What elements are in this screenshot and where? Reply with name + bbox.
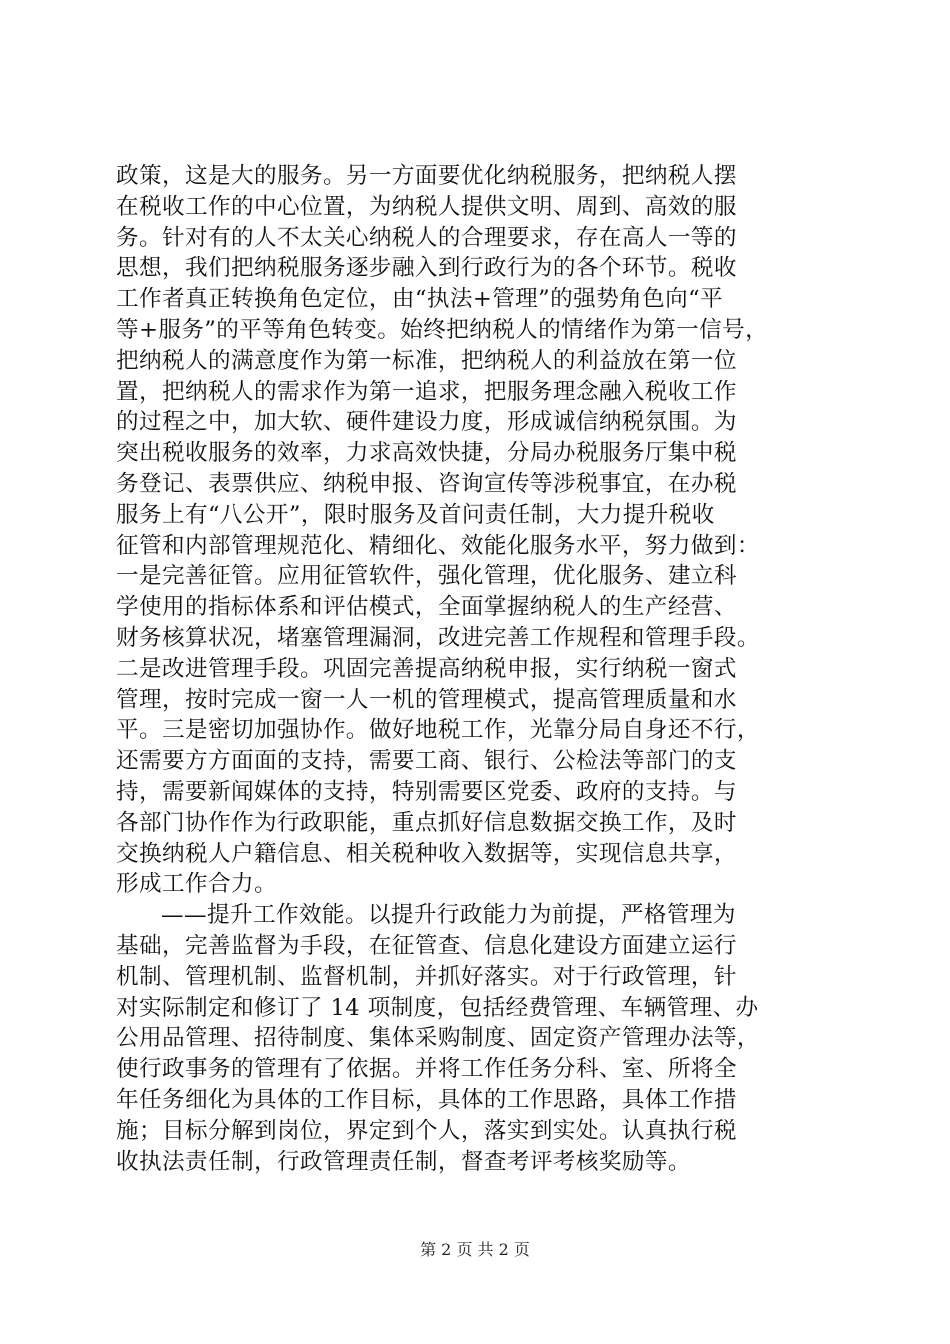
- text-line: 学使用的指标体系和评估模式，全面掌握纳税人的生产经营、: [116, 594, 737, 621]
- text-line: 财务核算状况，堵塞管理漏洞，改进完善工作规程和管理手段。: [116, 624, 760, 651]
- text-line: 一是完善征管。应用征管软件，强化管理，优化服务、建立科: [116, 563, 737, 590]
- text-line: 政策，这是大的服务。另一方面要优化纳税服务，把纳税人摆: [116, 163, 737, 189]
- text-line: 工作者真正转换角色定位，由“执法+管理”的强势角色向“平: [116, 286, 724, 313]
- text-line: 年任务细化为具体的工作目标，具体的工作思路，具体工作措: [116, 1086, 737, 1113]
- page-number-footer: 第 2 页 共 2 页: [420, 1240, 530, 1259]
- text-line: 把纳税人的满意度作为第一标准，把纳税人的利益放在第一位: [116, 347, 737, 374]
- text-line: 在税收工作的中心位置，为纳税人提供文明、周到、高效的服: [116, 193, 737, 220]
- text-line: 务登记、表票供应、纳税申报、咨询宣传等涉税事宜，在办税: [116, 470, 737, 497]
- text-line: 务。针对有的人不太关心纳税人的合理要求，存在高人一等的: [116, 224, 737, 251]
- text-line: 各部门协作作为行政职能，重点抓好信息数据交换工作，及时: [116, 809, 737, 836]
- text-line: 形成工作合力。: [116, 871, 277, 898]
- text-line: 持，需要新闻媒体的支持，特别需要区党委、政府的支持。与: [116, 778, 737, 805]
- text-line: 突出税收服务的效率，力求高效快捷，分局办税服务厅集中税: [116, 440, 737, 467]
- text-line: 使行政事务的管理有了依据。并将工作任务分科、室、所将全: [116, 1056, 737, 1083]
- text-line: 对实际制定和修订了 14 项制度，包括经费管理、车辆管理、办: [116, 994, 759, 1021]
- text-line: 思想，我们把纳税服务逐步融入到行政行为的各个环节。税收: [116, 255, 737, 282]
- text-line: 施；目标分解到岗位，界定到个人，落实到实处。认真执行税: [116, 1117, 737, 1144]
- text-line: 的过程之中，加大软、硬件建设力度，形成诚信纳税氛围。为: [116, 409, 737, 436]
- text-line: 管理，按时完成一窗一人一机的管理模式，提高管理质量和水: [116, 686, 737, 713]
- text-line: 平。三是密切加强协作。做好地税工作，光靠分局自身还不行，: [116, 717, 760, 744]
- text-line: 交换纳税人户籍信息、相关税种收入数据等，实现信息共享，: [116, 840, 737, 867]
- text-line: 还需要方方面面的支持，需要工商、银行、公检法等部门的支: [116, 748, 737, 775]
- text-line: 基础，完善监督为手段，在征管查、信息化建设方面建立运行: [116, 932, 737, 959]
- text-line: 等+服务”的平等角色转变。始终把纳税人的情绪作为第一信号，: [116, 316, 769, 343]
- text-line: 二是改进管理手段。巩固完善提高纳税申报，实行纳税一窗式: [116, 655, 737, 682]
- text-line: 收执法责任制，行政管理责任制，督查考评考核奖励等。: [116, 1148, 691, 1175]
- text-line: 服务上有“八公开”，限时服务及首问责任制，大力提升税收: [116, 501, 715, 528]
- text-line: 置，把纳税人的需求作为第一追求，把服务理念融入税收工作: [116, 378, 737, 405]
- text-line: 征管和内部管理规范化、精细化、效能化服务水平，努力做到：: [116, 532, 760, 559]
- text-line: 机制、管理机制、监督机制，并抓好落实。对于行政管理，针: [116, 963, 737, 990]
- text-line: 公用品管理、招待制度、集体采购制度、固定资产管理办法等，: [116, 1025, 760, 1052]
- paragraph-start-line: ——提升工作效能。以提升行政能力为前提，严格管理为: [161, 902, 736, 929]
- body-text: [116, 161, 850, 1177]
